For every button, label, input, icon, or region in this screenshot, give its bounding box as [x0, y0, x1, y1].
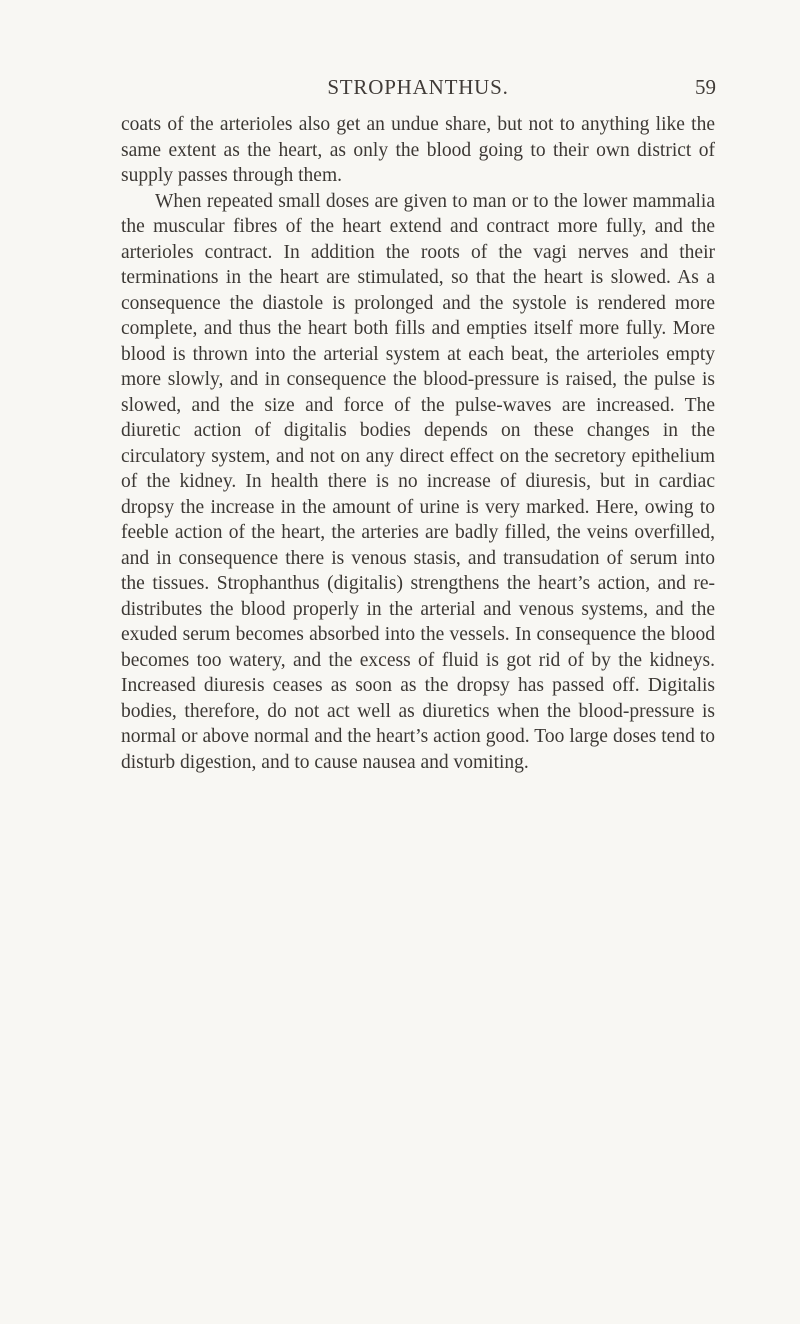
paragraph-repeated-doses: When repeated small doses are given to man or to the lower mammalia the muscular fibres of the heart extend and contract more fully, and the arterioles contract. In addition the roots of the vagi nerves and their terminations in the heart are stimulated, so that the heart is slowed. As a consequence the diastole is prolonged and the systole is rendered more complete, and thus the heart both fills and empties itself more fully. More blood is thrown into the arterial system at each beat, the arterioles empty more slowly, and in consequence the blood-pressure is raised, the pulse is slowed, and the size and force of the pulse-waves are increased. The diuretic action of digitalis bodies depends on these changes in the circulatory system, and not on any direct effect on the secretory epithelium of the kidney. In health there is no increase of diuresis, but in cardiac dropsy the increase in the amount of urine is very marked. Here, owing to feeble action of the heart, the arteries are badly filled, the veins overfilled, and in consequence there is venous stasis, and transudation of serum into the tissues. Strophanthus (digitalis) strengthens the heart’s action, and re-distributes the blood properly in the arterial and venous systems, and the exuded serum becomes absorbed into the vessels. In consequence the blood becomes too watery, and the excess of fluid is got rid of by the kidneys. Increased diuresis ceases as soon as the dropsy has passed off. Digitalis bodies, therefore, do not act well as diuretics when the blood-pressure is normal or above normal and the heart’s action good. Too large doses tend to disturb digestion, and to cause nausea and vomiting.: [121, 190, 715, 773]
page-number: 59: [695, 75, 716, 99]
running-title: STROPHANTHUS.: [327, 75, 509, 99]
paragraph-continuation: coats of the arterioles also get an undue share, but not to anything like the same extent as the heart, as only the blood going to their own district of supply passes through them.: [121, 114, 715, 186]
running-head: [120, 75, 716, 105]
body-text: [121, 112, 715, 775]
